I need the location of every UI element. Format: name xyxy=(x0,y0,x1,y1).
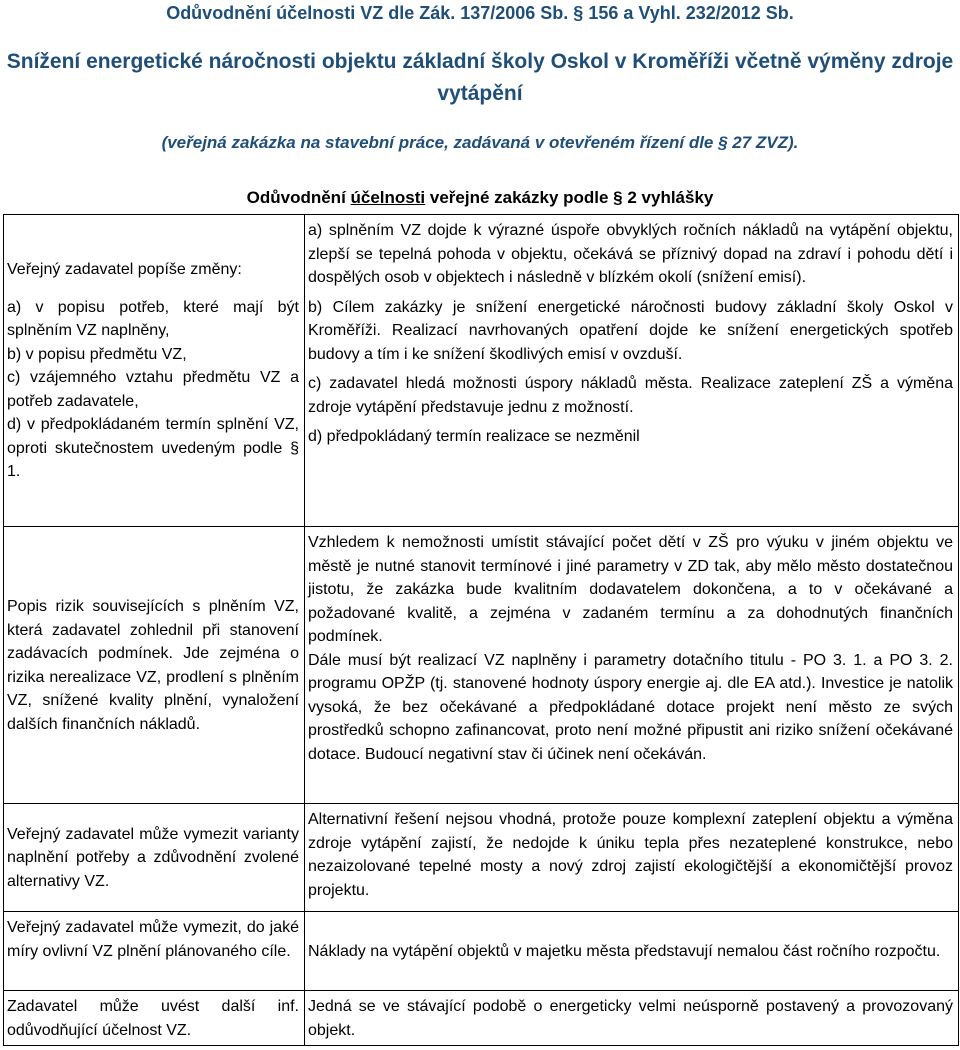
table-row xyxy=(4,804,959,912)
paragraph: d) předpokládaný termín realizace se nezměnil xyxy=(308,428,640,445)
list-item: c) vzájemného vztahu předmětu VZ a potřeb zadavatele, xyxy=(7,369,299,410)
row-content: Jedná se ve stávající podobě o energeticky velmi neúsporně postavený a provozovaný objekt. xyxy=(305,991,959,1046)
row-label: Zadavatel může uvést další inf. odůvodňující účelnost VZ. xyxy=(4,991,305,1046)
list-item: b) v popisu předmětu VZ, xyxy=(7,345,187,363)
table-row xyxy=(4,215,959,527)
row-content: Alternativní řešení nejsou vhodná, protože pouze komplexní zateplení objektu a výměna zdroje vytápění zajistí, že nedojde k úniku tepla přes nezateplené konstrukce, nebo nezaizolované tepelné mosty a nový zdroj zajistí ekologičtější a ekonomičtější provoz projektu. xyxy=(305,804,959,912)
paragraph: c) zadavatel hledá možnosti úspory nákladů města. Realizace zateplení ZŠ a výměna zdroje vytápění představuje jednu z možností. xyxy=(308,375,953,416)
document-heading: Odůvodnění účelnosti VZ dle Zák. 137/2006 Sb. § 156 a Vyhl. 232/2012 Sb. xyxy=(166,3,794,23)
list-item: Veřejný zadavatel popíše změny: xyxy=(7,261,242,279)
contract-subtitle: (veřejná zakázka na stavební práce, zadávaná v otevřeném řízení dle § 27 ZVZ). xyxy=(161,133,799,152)
row-label xyxy=(4,215,305,527)
list-item: d) v předpokládaném termín splnění VZ, oproti skutečnostem uvedeným podle § 1. xyxy=(7,416,299,481)
section-title: Odůvodnění účelnosti veřejné zakázky podle § 2 vyhlášky xyxy=(246,188,714,207)
row-label: Veřejný zadavatel může vymezit varianty naplnění potřeby a zdůvodnění zvolené alternativy VZ. xyxy=(4,804,305,912)
row-label: Veřejný zadavatel může vymezit, do jaké míry ovlivní VZ plnění plánovaného cíle. xyxy=(4,912,305,991)
paragraph: b) Cílem zakázky je snížení energetické náročnosti budovy základní školy Oskol v Kroměříži. Realizací navrhovaných opatření dojde ke snížení energetických spotřeb budovy a tím i ke snížení škodlivých emisí v ovzduší. xyxy=(308,298,953,363)
table-row xyxy=(4,527,959,804)
section-title-underlined: účelnosti xyxy=(350,188,426,207)
row-content xyxy=(305,215,959,527)
paragraph: Dále musí být realizací VZ naplněny i parametry dotačního titulu - PO 3. 1. a PO 3. 2. programu OPŽP (tj. stanovené hodnoty úspory energie aj. dle EA atd.). Investice je natolik vysoká, že bez očekávané a předpokládané dotace projekt není město ze svých prostředků schopno zafinancovat, proto není možné připustit ani riziko snížení očekávané dotace. Budoucí negativní stav či účinek není očekáván. xyxy=(308,651,953,763)
justification-table xyxy=(3,214,959,1046)
row-content xyxy=(305,527,959,804)
table-row xyxy=(4,991,959,1046)
paragraph: Vzhledem k nemožnosti umístit stávající počet dětí v ZŠ pro výuku v jiném objektu ve městě je nutné stanovit termínové i jiné parametry v ZD tak, aby mělo město dostatečnou jistotu, že zakázka bude kvalitním dodavatelem dokončena, a to v očekávané a požadované kvalitě, a zejména v zadaném termínu a za dohodnutých finančních podmínek. xyxy=(308,534,953,645)
contract-title: Snížení energetické náročnosti objektu základní školy Oskol v Kroměříži včetně výměny zdroje vytápění xyxy=(6,50,954,105)
list-item: a) v popisu potřeb, které mají být splněním VZ naplněny, xyxy=(7,298,299,340)
row-label: Popis rizik souvisejících s plněním VZ, která zadavatel zohlednil při stanovení zadávacích podmínek. Jde zejména o rizika nerealizace VZ, prodlení s plněním VZ, snížené kvality plnění, vynaložení dalších finančních nákladů. xyxy=(4,527,305,804)
table-row xyxy=(4,912,959,991)
paragraph: a) splněním VZ dojde k výrazné úspoře obvyklých ročních nákladů na vytápění objektu, zlepší se tepelná pohoda v objektu, očekává se příznivý dopad na zdraví i pohodu dětí i dospělých osob v objektech i následně v blízkém okolí (snížení emisí). xyxy=(308,222,953,286)
row-content: Náklady na vytápění objektů v majetku města představují nemalou část ročního rozpočtu. xyxy=(305,912,959,991)
